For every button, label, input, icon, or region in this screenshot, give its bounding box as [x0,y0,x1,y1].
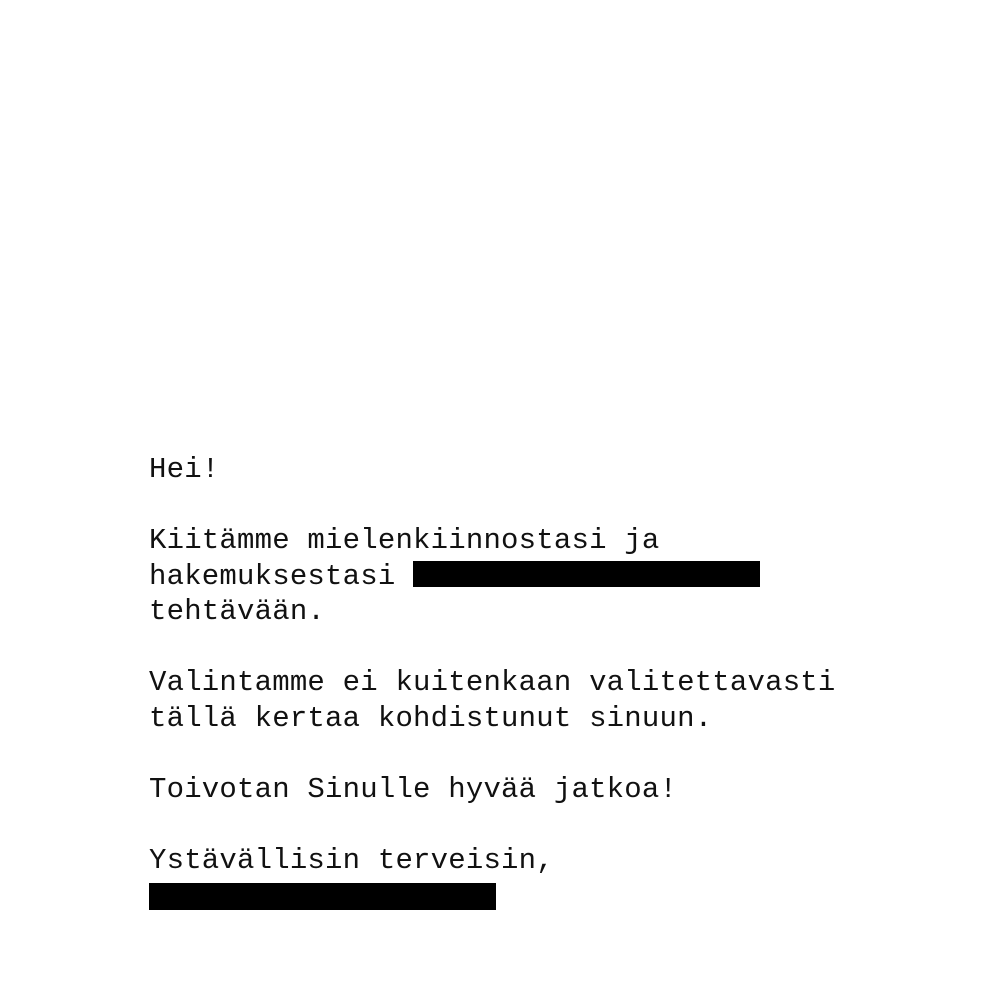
paragraph-1-line-2-text: hakemuksestasi [149,559,414,593]
paragraph-2-line-2: tällä kertaa kohdistunut sinuun. [149,701,713,735]
paragraph-gap [149,488,909,524]
redacted-position-name [413,561,760,587]
paragraph-1-line-1: Kiitämme mielenkiinnostasi ja [149,524,660,557]
rejection-letter [149,452,909,914]
redacted-signature [149,883,496,910]
greeting: Hei! [149,453,220,486]
paragraph-1-line-2 [149,559,909,595]
paragraph-3: Toivotan Sinulle hyvää jatkoa! [149,772,678,806]
paragraph-2-line-1: Valintamme ei kuitenkaan valitettavasti [149,666,836,699]
paragraph-1-line-3: tehtävään. [149,595,326,628]
paragraph-gap [149,807,909,843]
paragraph-gap [149,736,909,772]
closing: Ystävällisin terveisin, [149,843,554,877]
paragraph-gap [149,630,909,666]
